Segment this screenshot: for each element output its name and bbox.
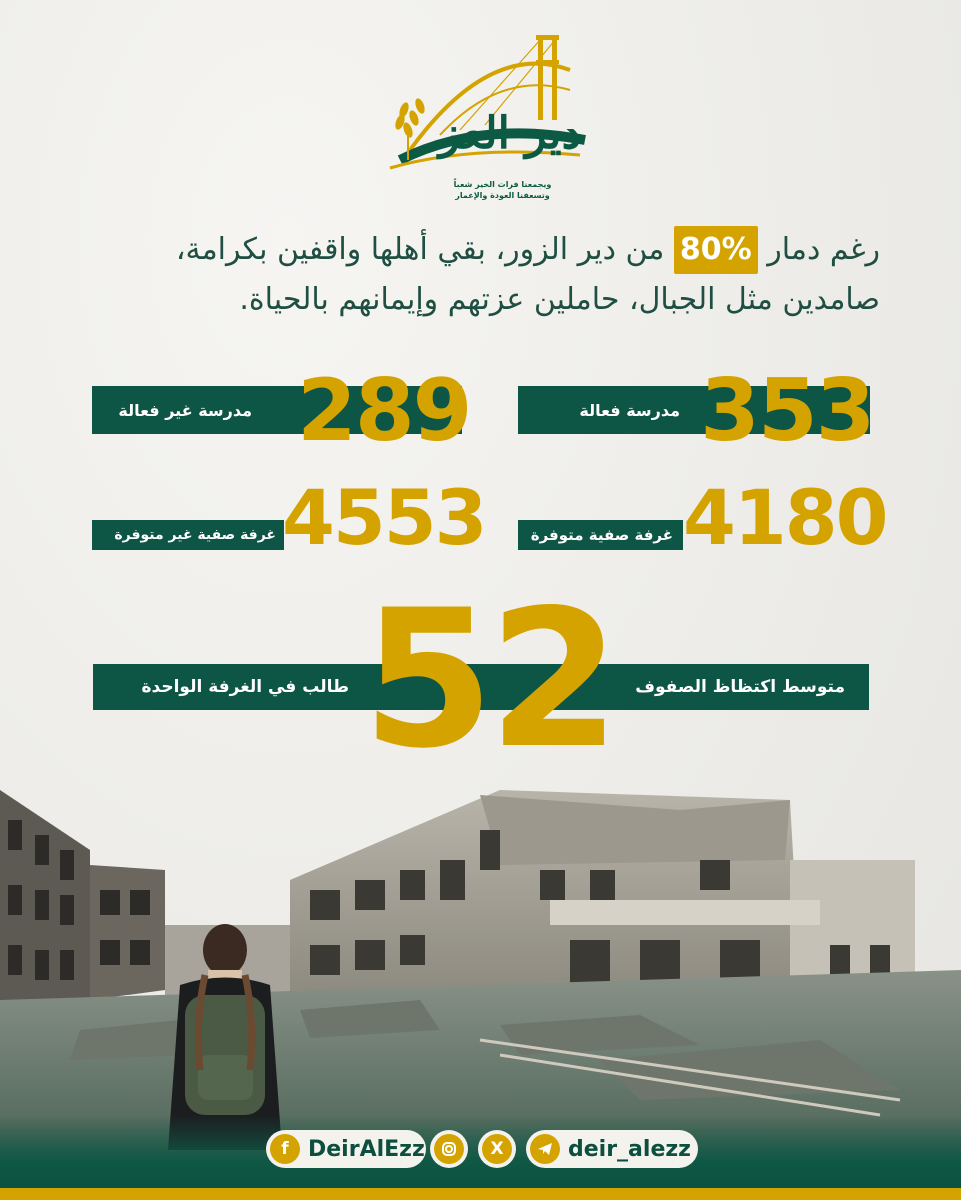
crowding-value: 52 <box>362 569 615 790</box>
active-schools-value: 353 <box>700 361 874 461</box>
telegram-handle: deir_alezz <box>568 1136 691 1162</box>
inactive-schools-label: مدرسة غير فعالة <box>118 400 252 420</box>
x-icon: X <box>482 1134 512 1164</box>
unavailable-rooms-bar <box>92 520 284 550</box>
bottom-gold-stripe <box>0 1188 961 1200</box>
telegram-icon <box>530 1134 560 1164</box>
intro-before: رغم دمار <box>757 232 880 267</box>
logo-tagline-2: وتسعفنا العودة والإعمار <box>455 191 550 200</box>
instagram-chip[interactable] <box>430 1130 468 1168</box>
available-rooms-value: 4180 <box>683 473 887 562</box>
inactive-schools-value: 289 <box>297 361 471 461</box>
intro-after: من دير الزور، بقي أهلها واقفين بكرامة، صامدين مثل الجبال، حاملين عزتهم وإيمانهم بالحياة. <box>175 232 880 317</box>
logo <box>380 30 600 200</box>
instagram-icon <box>434 1134 464 1164</box>
destruction-percent: 80% <box>674 226 758 274</box>
unavailable-rooms-label: غرفة صفية غير متوفرة <box>114 527 276 543</box>
intro-text <box>90 225 880 325</box>
available-rooms-bar <box>518 520 683 550</box>
x-chip[interactable] <box>478 1130 516 1168</box>
active-schools-label: مدرسة فعالة <box>579 400 680 420</box>
telegram-chip[interactable] <box>526 1130 698 1168</box>
facebook-icon: f <box>270 1134 300 1164</box>
available-rooms-label: غرفة صفية متوفرة <box>530 526 673 544</box>
crowding-label-left: طالب في الغرفة الواحدة <box>141 677 349 697</box>
crowding-label-right: متوسط اكتظاظ الصفوف <box>635 677 845 697</box>
logo-title: دير العز <box>438 108 582 159</box>
unavailable-rooms-value: 4553 <box>282 473 486 562</box>
facebook-chip[interactable] <box>266 1130 426 1168</box>
logo-tagline-1: ويجمعنا فرات الخير شعباً <box>453 180 552 189</box>
facebook-handle: DeirAlEzz <box>308 1136 425 1162</box>
